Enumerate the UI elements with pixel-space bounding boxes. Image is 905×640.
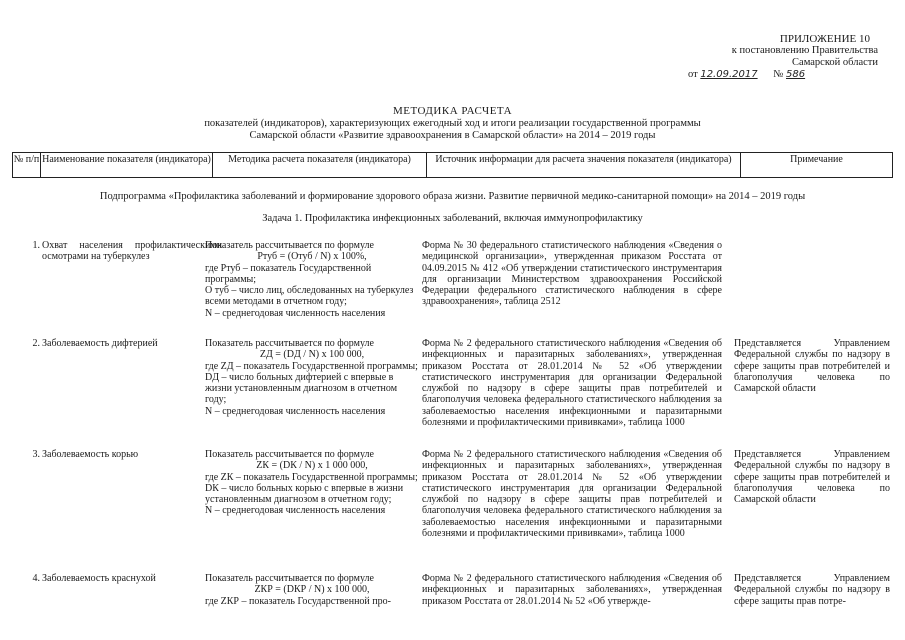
calculation-method bbox=[205, 573, 419, 607]
header-col-source: Источник информации для расчета значения показателя (индикатора) bbox=[427, 153, 741, 177]
method-definition-1: DК – число больных корью с впервые в жизни установленным диагнозом в отчетном году; bbox=[205, 482, 404, 506]
note: Представляется Управлением Федеральной службы по надзору в сфере защиты прав потребителей и благополучия человека по Самарской области bbox=[734, 338, 890, 395]
method-intro: Показатель рассчитывается по формуле bbox=[205, 573, 374, 584]
indicator-name: Заболеваемость краснухой bbox=[42, 573, 156, 584]
table-header bbox=[12, 152, 893, 178]
information-source: Форма № 30 федерального статистического наблюдения «Сведения о медицинской организации», утвержденная приказом Росстата от 04.09.2015 № 412 «Об утверждении статистического инструментария для организации Министерством здравоохранения Российской Федерации федерального статистического наблюдения в сфере здравоохранения», таблица 2512 bbox=[422, 240, 722, 308]
date-prefix: от bbox=[688, 69, 698, 80]
information-source: Форма № 2 федерального статистического наблюдения «Сведения об инфекционных и паразитарных заболеваниях», утвержденная приказом Росстата от 28.01.2014 № 52 «Об утвержде- bbox=[422, 573, 722, 607]
note: Представляется Управлением Федеральной службы по надзору в сфере защиты прав потребителей и благополучия человека по Самарской области bbox=[734, 449, 890, 506]
number-prefix: № bbox=[773, 69, 784, 80]
subprogram-heading: Подпрограмма «Профилактика заболеваний и формирование здорового образа жизни. Развитие первичной медико-санитарной помощи» на 2014 – 2019 годы bbox=[99, 191, 806, 202]
method-definition-2: N – среднегодовая численность населения bbox=[205, 307, 386, 319]
indicator-name: Охват населения профилактическими осмотрами на туберкулез bbox=[42, 240, 222, 263]
calculation-method bbox=[205, 240, 419, 319]
appendix-title: ПРИЛОЖЕНИЕ 10 bbox=[779, 33, 870, 45]
calculation-method bbox=[205, 449, 419, 517]
subtitle-line-2: Самарской области «Развитие здравоохранения в Самарской области» на 2014 – 2019 годы bbox=[249, 130, 656, 141]
method-title: МЕТОДИКА РАСЧЕТА bbox=[392, 105, 513, 117]
appendix-date-line bbox=[678, 69, 878, 81]
row-number: 2. bbox=[32, 338, 40, 349]
handwritten-date: 12.09.2017 bbox=[700, 69, 758, 80]
row-number: 3. bbox=[32, 449, 40, 460]
method-formula: ZКР = (DКР / N) x 100 000, bbox=[254, 584, 370, 596]
appendix-block bbox=[678, 33, 878, 81]
method-subtitle bbox=[0, 118, 905, 142]
method-definition-1: O туб – число лиц, обследованных на туберкулез всеми методами в отчетном году; bbox=[205, 285, 414, 308]
indicator-name: Заболеваемость корью bbox=[42, 449, 139, 460]
appendix-line-2: Самарской области bbox=[792, 57, 878, 68]
method-intro: Показатель рассчитывается по формуле bbox=[205, 240, 374, 251]
method-where: где Pтуб – показатель Государственной программы; bbox=[205, 262, 372, 285]
header-col-name: Наименование показателя (индикатора) bbox=[41, 153, 213, 177]
row-number: 1. bbox=[32, 240, 40, 251]
method-definition-2: N – среднегодовая численность населения bbox=[205, 405, 386, 417]
method-intro: Показатель рассчитывается по формуле bbox=[205, 338, 374, 349]
method-formula: ZК = (DК / N) x 1 000 000, bbox=[256, 460, 368, 472]
information-source: Форма № 2 федерального статистического наблюдения «Сведения об инфекционных и паразитарных заболеваниях», утвержденная приказом Росстата от 28.01.2014 № 52 «Об утверждении статистического инструментария для организации Федеральной службой по надзору в сфере защиты прав потребителей и благополучия человека федерального статистического наблюдения за заболеваемостью населения инфекционными и паразитарными болезнями и профилактическими прививками», таблица 1000 bbox=[422, 449, 722, 540]
calculation-method bbox=[205, 338, 419, 417]
method-where: где ZКР – показатель Государственной про- bbox=[205, 595, 391, 607]
indicator-name: Заболеваемость дифтерией bbox=[42, 338, 158, 349]
subtitle-line-1: показателей (индикаторов), характеризующих ежегодный ход и итоги реализации государственной программы bbox=[204, 118, 701, 129]
method-definition-2: N – среднегодовая численность населения bbox=[205, 505, 386, 517]
method-formula: ZД = (DД / N) x 100 000, bbox=[259, 349, 365, 361]
row-number: 4. bbox=[32, 573, 40, 584]
note: Представляется Управлением Федеральной службы по надзору в сфере защиты прав потре- bbox=[734, 573, 890, 607]
information-source: Форма № 2 федерального статистического наблюдения «Сведения об инфекционных и паразитарных заболеваниях», утвержденная приказом Росстата от 28.01.2014 № 52 «Об утверждении статистического инструментария для организации Федеральной службой по надзору в сфере защиты прав потребителей и благополучия человека федерального статистического наблюдения за заболеваемостью населения инфекционными и паразитарными болезнями и профилактическими прививками», таблица 1000 bbox=[422, 338, 722, 429]
header-col-number: № п/п bbox=[13, 153, 41, 177]
method-definition-1: DД – число больных дифтерией с впервые в жизни установленным диагнозом в отчетном году; bbox=[205, 371, 398, 406]
header-col-method: Методика расчета показателя (индикатора) bbox=[213, 153, 427, 177]
handwritten-number: 586 bbox=[786, 69, 806, 80]
header-col-note: Примечание bbox=[790, 154, 843, 165]
method-formula: Pтуб = (Oтуб / N) x 100%, bbox=[257, 251, 367, 263]
method-where: где ZД – показатель Государственной программы; bbox=[205, 360, 418, 372]
appendix-line-1: к постановлению Правительства bbox=[731, 45, 878, 56]
task-heading: Задача 1. Профилактика инфекционных заболеваний, включая иммунопрофилактику bbox=[262, 213, 643, 224]
method-intro: Показатель рассчитывается по формуле bbox=[205, 449, 374, 460]
method-where: где ZК – показатель Государственной программы; bbox=[205, 471, 418, 483]
